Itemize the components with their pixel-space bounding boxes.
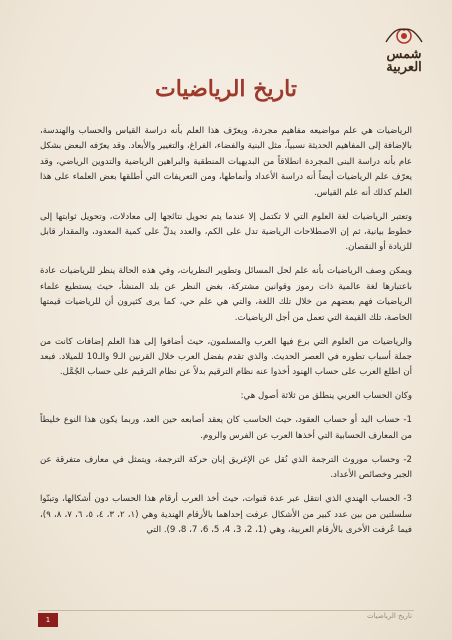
- page-number-badge: 1: [38, 613, 58, 627]
- list-item: 1- حساب اليد أو حساب العقود، حيث الحاسب كان يعقد أصابعه حين العد، وربما يكون هذا النوع خليطاً من المعارف الحسابية التي أخذها العرب عن الفرس والروم.: [40, 415, 412, 441]
- article-body: [40, 124, 412, 547]
- paragraph: وكان الحساب العربي ينطلق من ثلاثة أصول هي:: [240, 391, 412, 402]
- paragraph: الرياضيات هي علم مواضيعه مفاهيم مجردة، ويعرّف هذا العلم بأنه دراسة القياس والحساب والهندسة، بالإضافة إلى المفاهيم الحديثة نسبياً، مثل البنية والفضاء، الفراغ، والتغيير والأبعاد. وقد يعرّفه البعض بشكل عام بأنه دراسة البنى المجردة انطلاقاً من البديهيات المنطقية والبراهين الرياضية والتدوين الرياضي، وقد يعرّف علم الرياضيات أيضاً أنه دراسة الأعداد وأنماطها، ومن التعريفات التي أطلقها بعض العلماء على هذا العلم كذلك أنه علم القياس.: [40, 126, 412, 198]
- brand-logo: [372, 22, 436, 75]
- page-title: تاريخ الرياضيات: [155, 76, 297, 102]
- paragraph: وتعتبر الرياضيات لغة العلوم التي لا تكتمل إلا عندما يتم تحويل نتائجها إلى معادلات، وتحويل ثوابتها إلى خطوط بيانية، ثم إن الاصطلاحات الرياضية تدل على الكم، والعدد يدلّ على كمية المعدود، والمقدار قابل للزيادة أو النقصان.: [40, 211, 412, 253]
- brand-logo-text: شمس العربية: [386, 47, 422, 75]
- list-item: 3- الحساب الهندي الذي انتقل عبر عدة قنوات، حيث أخذ العرب أرقام هذا الحساب دون أشكالها، وتبنّوا سلسلتين من بين عدد كبير من الأشكال عرفت إحداهما بالأرقام الهندية وهي (١، ٢، ٣، ٤، ٥، ٦، ٧، ٨، ٩)، فيما عُرفت الأخرى بالأرقام العربية، وهي (1، 2، 3، 4، 5، 6، 7، 8، 9). التي: [40, 494, 412, 536]
- paragraph: والرياضيات من العلوم التي برع فيها العرب والمسلمون، حيث أضافوا إلى هذا العلم إضافات كانت من جملة أسباب تطوره في العصر الحديث. والذي تقدم بفضل العرب خلال القرنين الـ9 والـ10 للميلاد. فبعد أن اطلع العرب على حساب الهنود أخذوا عنه نظام الترقيم بدلاً عن نظام الترقيم على حساب الجُمَّل.: [40, 336, 412, 378]
- footer-title: تاريخ الرياضيات: [367, 612, 412, 620]
- paragraph: ويمكن وصف الرياضيات بأنه علم لحل المسائل وتطوير النظريات، وفي هذه الحالة ينظر للرياضيات عادة باعتبارها لغة عالمية ذات رموز وقوانين مشتركة، بغض النظر عن بلد المنشأ، حيث يستطيع علماء الرياضيات فهم بعضهم من خلال تلك اللغة، والتي هي علم حي، كما يرى كثيرون أن للرياضيات قيمتها الخاصة، تلك القيمة التي تعمل من أجل الرياضيات.: [40, 266, 412, 323]
- list-item: 2- وحساب موروث الترجمة الذي نُقل عن الإغريق إبان حركة الترجمة، ويتمثل في معارف متفرقة عن الجبر وخصائص الأعداد.: [40, 454, 412, 481]
- footer-divider: [38, 610, 414, 611]
- sun-calligraphy-icon: [382, 22, 426, 48]
